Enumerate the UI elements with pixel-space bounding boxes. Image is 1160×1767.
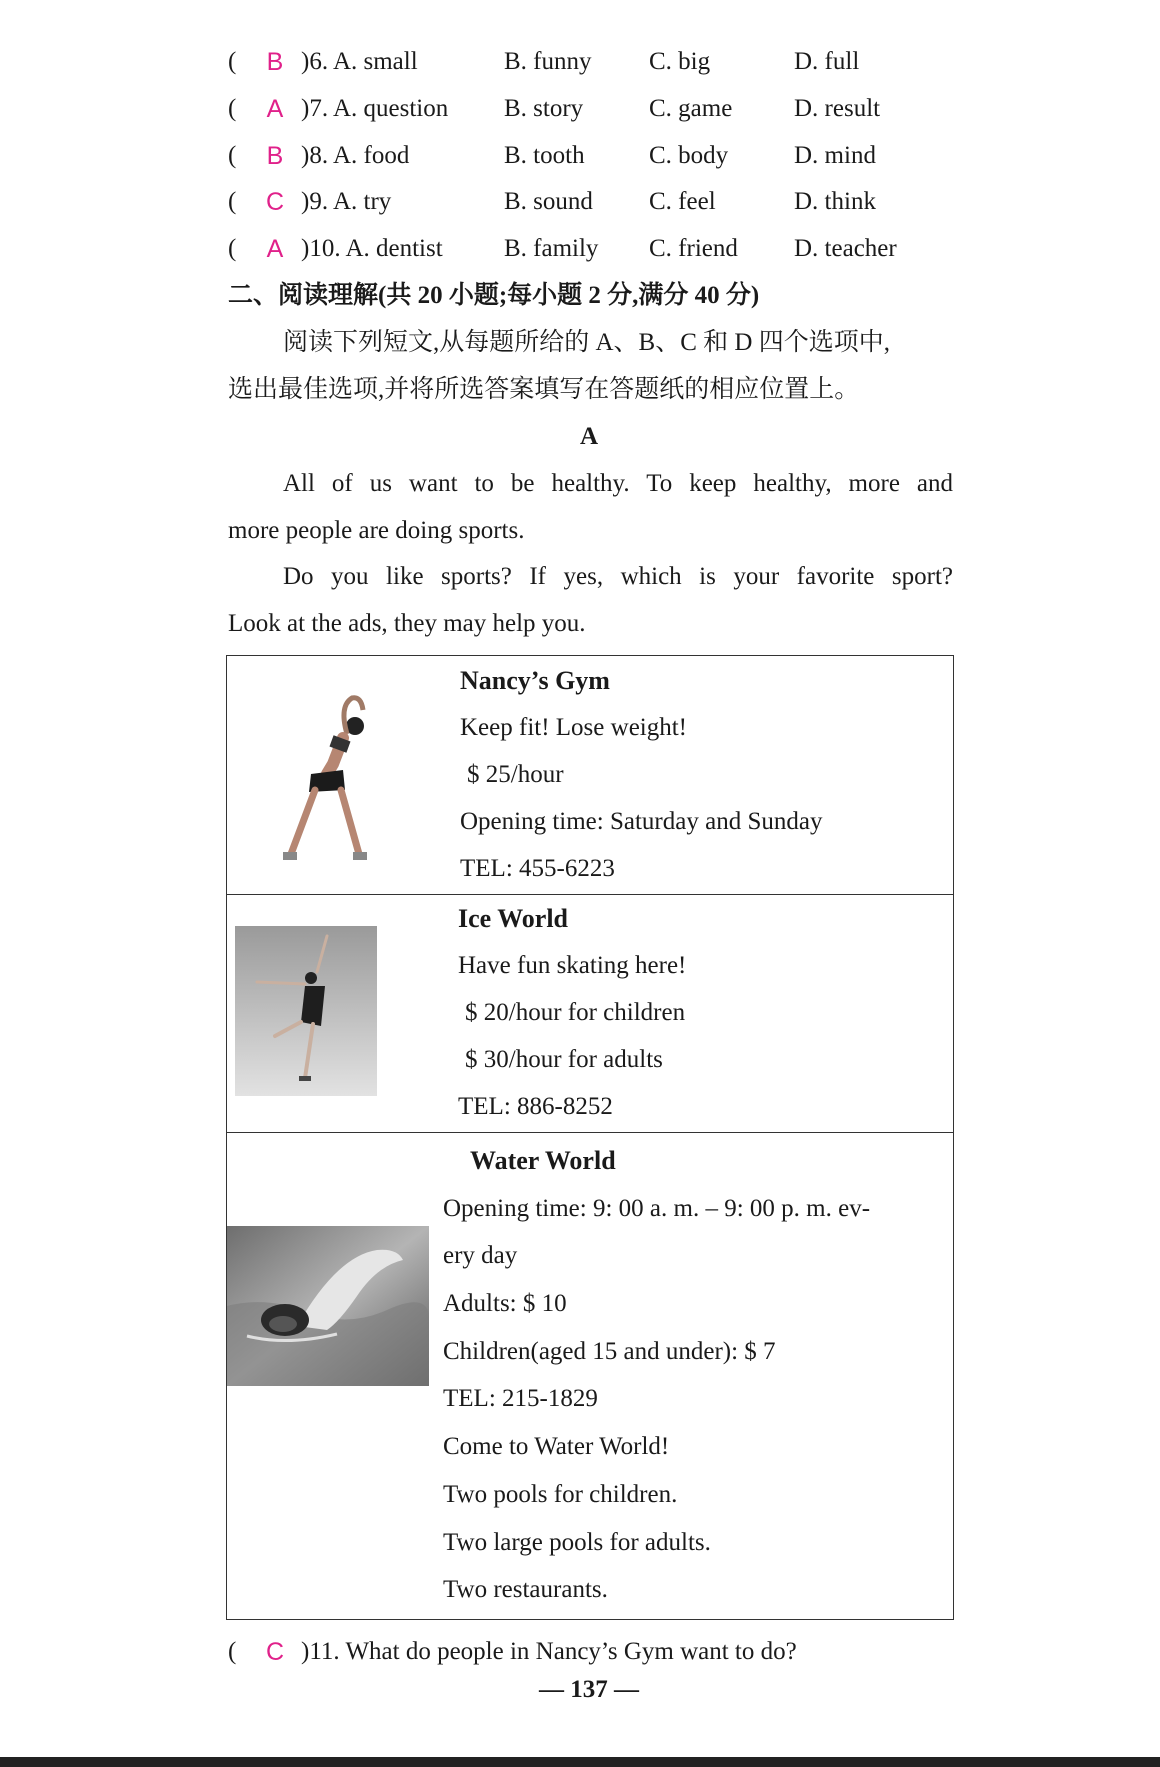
answer-mark: B — [266, 48, 284, 76]
ice-line-1: Have fun skating here! — [458, 952, 687, 979]
question-8 — [228, 141, 968, 171]
answer-mark: A — [266, 95, 284, 123]
gym-opening-time: Opening time: Saturday and Sunday — [460, 808, 823, 835]
ad-water-world — [227, 1132, 953, 1619]
water-opening-time: Opening time: 9: 00 a. m. – 9: 00 p. m. ev- — [443, 1195, 871, 1222]
option-b: B. story — [504, 95, 584, 122]
ice-tel: TEL: 886-8252 — [458, 1093, 613, 1120]
answer-mark: A — [266, 235, 284, 263]
option-c: C. feel — [649, 188, 716, 215]
water-line-7: Two pools for children. — [443, 1481, 678, 1508]
paren-left: ( — [228, 235, 237, 262]
option-c: C. friend — [649, 235, 738, 262]
page-number: — 137 — — [539, 1676, 639, 1703]
ad-ice-world — [227, 894, 953, 1133]
option-d: D. full — [794, 48, 860, 75]
option-d: D. teacher — [794, 235, 897, 262]
paren-left: ( — [228, 48, 237, 75]
gym-title: Nancy’s Gym — [460, 666, 610, 695]
question-9 — [228, 187, 968, 217]
water-line-8: Two large pools for adults. — [443, 1529, 711, 1556]
option-c: C. body — [649, 142, 729, 169]
gym-price: $ 25/hour — [467, 761, 564, 788]
paren-left: ( — [228, 95, 237, 122]
question-stem: )8. A. food — [301, 142, 410, 169]
option-b: B. tooth — [504, 142, 585, 169]
section-title: 二、阅读理解(共 20 小题;每小题 2 分,满分 40 分) — [228, 282, 760, 309]
option-b: B. family — [504, 235, 599, 262]
water-line-9: Two restaurants. — [443, 1576, 608, 1603]
passage-p1-line1: All of us want to be healthy. To keep healthy, more and — [283, 470, 953, 497]
passage-p2-line2: Look at the ads, they may help you. — [228, 610, 586, 637]
gym-line-1: Keep fit! Lose weight! — [460, 714, 688, 741]
answer-mark: C — [265, 1638, 285, 1666]
question-stem: )7. A. question — [301, 95, 449, 122]
question-stem: )10. A. dentist — [301, 235, 443, 262]
option-d: D. result — [794, 95, 881, 122]
passage-heading: A — [579, 423, 599, 450]
question-7 — [228, 94, 968, 124]
passage-p2-line1: Do you like sports? If yes, which is your favorite sport? — [283, 563, 953, 590]
question-stem: )6. A. small — [301, 48, 418, 75]
question-stem: )9. A. try — [301, 188, 392, 215]
question-stem: )11. What do people in Nancy’s Gym want to do? — [301, 1638, 797, 1665]
ad-nancys-gym — [227, 656, 953, 895]
ads-table — [226, 655, 954, 1620]
option-b: B. sound — [504, 188, 593, 215]
water-price-children: Children(aged 15 and under): $ 7 — [443, 1338, 776, 1365]
bottom-edge-bar — [0, 1757, 1160, 1767]
ice-price-children: $ 20/hour for children — [465, 999, 686, 1026]
answer-mark: C — [265, 188, 285, 216]
ice-price-adults: $ 30/hour for adults — [465, 1046, 663, 1073]
option-d: D. mind — [794, 142, 876, 169]
paren-left: ( — [228, 188, 237, 215]
paren-left: ( — [228, 1638, 237, 1665]
water-title: Water World — [470, 1146, 616, 1175]
ice-skater-photo — [235, 926, 377, 1096]
water-tel: TEL: 215-1829 — [443, 1385, 598, 1412]
stretching-woman-photo — [247, 686, 407, 866]
swimmer-photo — [227, 1226, 429, 1386]
option-c: C. game — [649, 95, 733, 122]
ice-title: Ice World — [458, 904, 569, 933]
water-price-adults: Adults: $ 10 — [443, 1290, 567, 1317]
water-line-6: Come to Water World! — [443, 1433, 670, 1460]
question-10 — [228, 234, 968, 264]
option-b: B. funny — [504, 48, 592, 75]
passage-p1-line2: more people are doing sports. — [228, 517, 525, 544]
option-c: C. big — [649, 48, 711, 75]
water-opening-time-cont: ery day — [443, 1242, 518, 1269]
instruction-line-1: 阅读下列短文,从每题所给的 A、B、C 和 D 四个选项中, — [283, 329, 890, 356]
instruction-line-2: 选出最佳选项,并将所选答案填写在答题纸的相应位置上。 — [228, 376, 860, 403]
question-11 — [228, 1637, 968, 1667]
paren-left: ( — [228, 142, 237, 169]
answer-mark: B — [266, 142, 284, 170]
question-6 — [228, 47, 968, 77]
option-d: D. think — [794, 188, 876, 215]
gym-tel: TEL: 455-6223 — [460, 855, 615, 882]
